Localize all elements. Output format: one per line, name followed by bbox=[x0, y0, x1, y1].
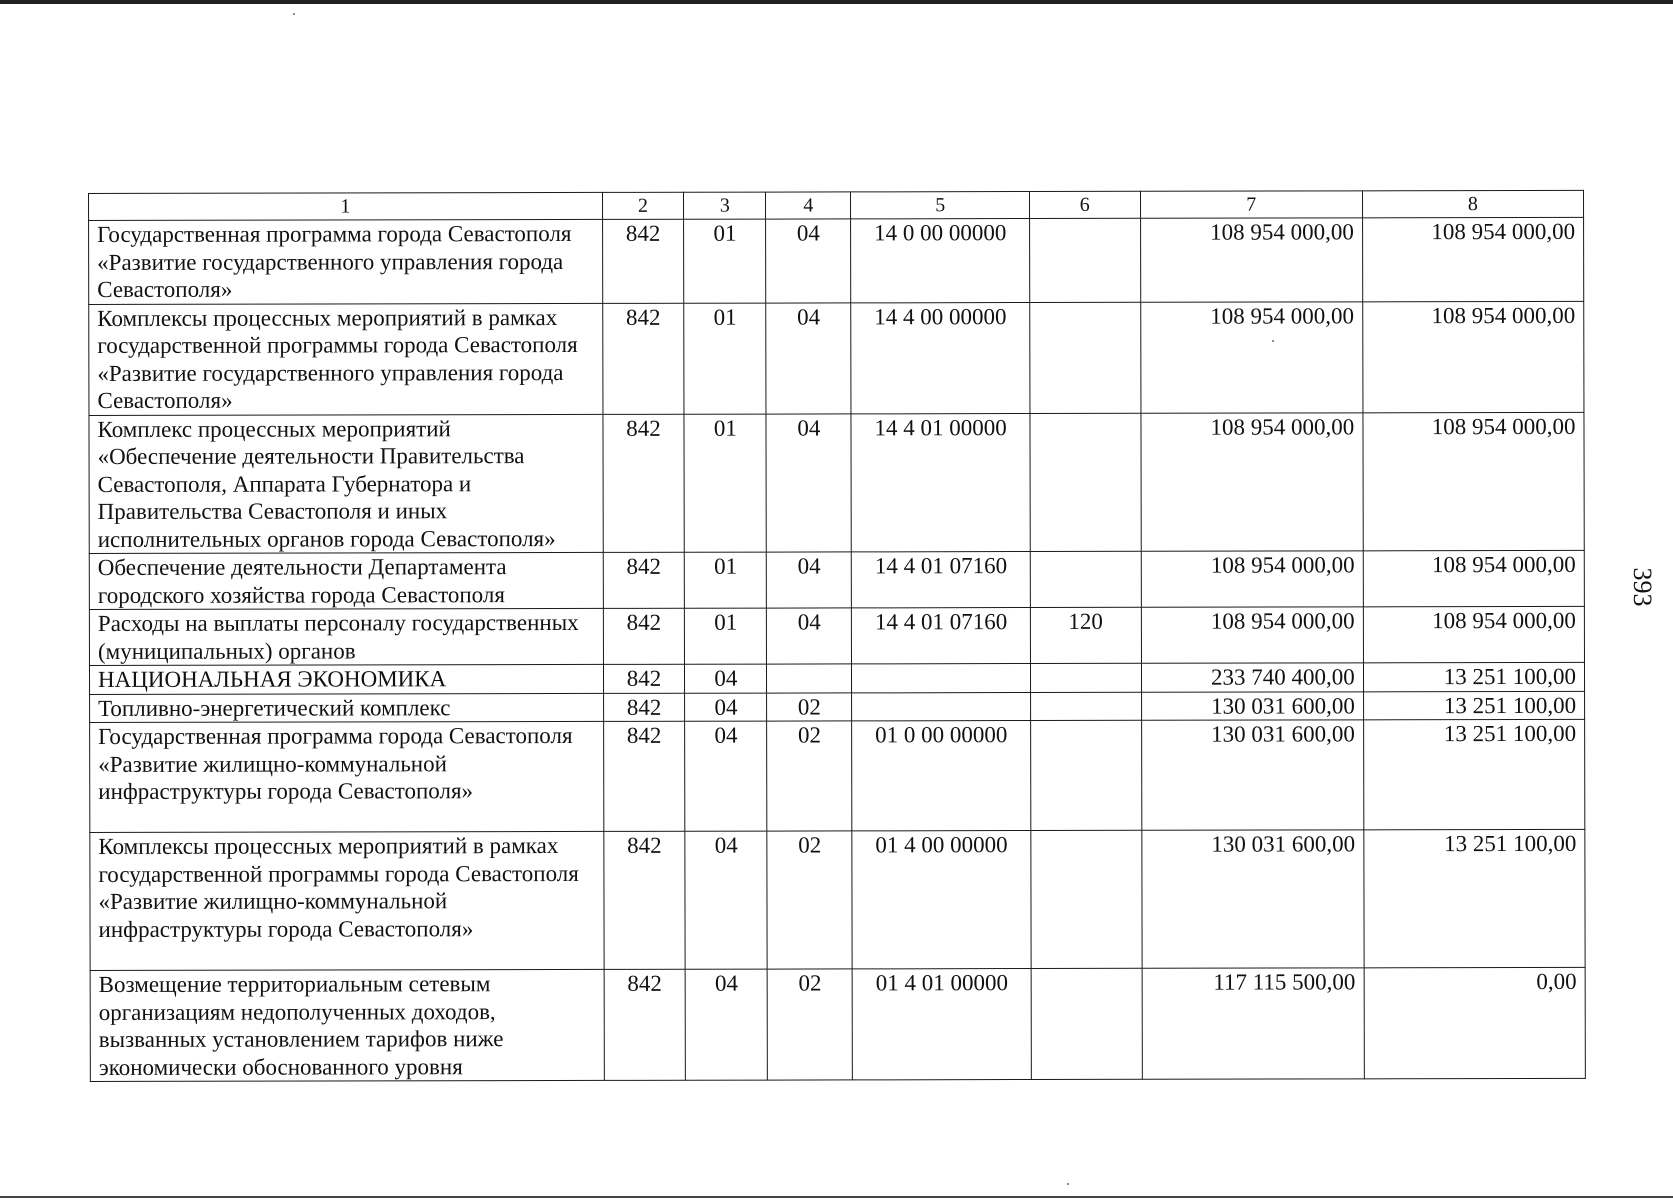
row-name: Государственная программа города Севастополя «Развитие государственного управления города Севастополя» bbox=[89, 219, 603, 304]
col-header-5: 5 bbox=[851, 192, 1030, 219]
row-expense-type bbox=[1030, 218, 1141, 302]
row-name: Государственная программа города Севастополя «Развитие жилищно-коммунальной инфраструктуры города Севастополя» bbox=[90, 721, 604, 832]
row-ministry-code: 842 bbox=[603, 608, 685, 664]
scan-bottom-edge bbox=[0, 1196, 1673, 1198]
row-expense-type bbox=[1031, 692, 1142, 721]
row-subsection: 02 bbox=[767, 721, 852, 831]
row-name: Обеспечение деятельности Департамента городского хозяйства города Севастополя bbox=[89, 552, 603, 609]
row-subsection: 04 bbox=[767, 608, 852, 664]
row-amount-7: 108 954 000,00 bbox=[1140, 218, 1362, 302]
row-amount-7: 108 954 000,00 bbox=[1140, 301, 1362, 412]
row-ministry-code: 842 bbox=[604, 969, 686, 1080]
row-subsection: 02 bbox=[767, 692, 852, 721]
table-row bbox=[89, 662, 1584, 694]
row-amount-8: 108 954 000,00 bbox=[1363, 606, 1584, 662]
row-amount-8: 13 251 100,00 bbox=[1363, 691, 1584, 720]
col-header-8: 8 bbox=[1362, 190, 1583, 217]
row-amount-7: 130 031 600,00 bbox=[1141, 720, 1363, 830]
row-ministry-code: 842 bbox=[603, 414, 685, 553]
row-amount-8: 0,00 bbox=[1364, 967, 1585, 1078]
row-section: 01 bbox=[685, 608, 767, 664]
row-amount-7: 117 115 500,00 bbox=[1142, 968, 1364, 1079]
scan-speck bbox=[1272, 340, 1274, 342]
row-expense-type bbox=[1031, 720, 1142, 830]
row-amount-7: 108 954 000,00 bbox=[1141, 412, 1364, 551]
row-amount-8: 13 251 100,00 bbox=[1363, 719, 1584, 829]
scan-top-edge bbox=[0, 0, 1673, 4]
row-target-article: 01 4 01 00000 bbox=[852, 969, 1031, 1080]
col-header-7: 7 bbox=[1140, 191, 1362, 218]
row-subsection: 02 bbox=[767, 831, 852, 969]
row-ministry-code: 842 bbox=[603, 721, 685, 831]
row-section: 01 bbox=[684, 303, 766, 414]
row-section: 04 bbox=[685, 831, 767, 969]
row-target-article: 14 4 01 07160 bbox=[852, 608, 1031, 664]
row-subsection: 04 bbox=[766, 413, 851, 552]
row-name: Комплекс процессных мероприятий «Обеспечение деятельности Правительства Севастополя, Аппарата Губернатора и Правительства Севастополя и иных исполнительных органов города Севастополя» bbox=[89, 414, 603, 554]
table-row bbox=[89, 301, 1584, 415]
row-expense-type bbox=[1030, 551, 1141, 607]
row-target-article: 14 0 00 00000 bbox=[851, 219, 1030, 303]
row-amount-7: 108 954 000,00 bbox=[1141, 607, 1363, 663]
row-amount-8: 108 954 000,00 bbox=[1362, 301, 1583, 412]
row-section: 04 bbox=[685, 664, 767, 693]
row-subsection: 02 bbox=[767, 969, 852, 1080]
table-row bbox=[90, 691, 1585, 723]
column-number-row bbox=[89, 190, 1584, 220]
row-name: Комплексы процессных мероприятий в рамках государственной программы города Севастополя «Развитие жилищно-коммунальной инфраструктуры города Севастополя» bbox=[90, 831, 604, 970]
col-header-4: 4 bbox=[766, 192, 851, 219]
row-amount-8: 108 954 000,00 bbox=[1363, 412, 1585, 551]
row-ministry-code: 842 bbox=[603, 664, 685, 693]
row-ministry-code: 842 bbox=[602, 219, 684, 303]
row-subsection: 04 bbox=[767, 552, 852, 608]
scan-speck bbox=[1067, 1183, 1069, 1185]
row-expense-type: 120 bbox=[1030, 607, 1141, 663]
row-section: 01 bbox=[684, 219, 766, 303]
row-expense-type bbox=[1031, 830, 1142, 968]
table-row bbox=[89, 217, 1584, 304]
page-number: 393 bbox=[1628, 567, 1657, 607]
table-row bbox=[90, 967, 1585, 1081]
row-amount-8: 13 251 100,00 bbox=[1363, 662, 1584, 691]
row-amount-7: 130 031 600,00 bbox=[1141, 830, 1364, 968]
row-amount-8: 108 954 000,00 bbox=[1362, 217, 1583, 301]
row-section: 04 bbox=[686, 969, 768, 1080]
row-name: Расходы на выплаты персоналу государственных (муниципальных) органов bbox=[89, 608, 603, 665]
table-row bbox=[89, 412, 1584, 554]
row-amount-8: 108 954 000,00 bbox=[1363, 550, 1584, 606]
table-row bbox=[89, 606, 1584, 665]
row-target-article: 01 4 00 00000 bbox=[852, 831, 1031, 969]
row-amount-7: 130 031 600,00 bbox=[1141, 691, 1363, 720]
table-row bbox=[90, 719, 1585, 832]
row-expense-type bbox=[1030, 413, 1141, 552]
row-ministry-code: 842 bbox=[603, 552, 685, 608]
row-section: 01 bbox=[685, 552, 767, 608]
budget-table bbox=[88, 190, 1586, 1082]
scan-speck bbox=[293, 13, 295, 15]
row-section: 04 bbox=[685, 693, 767, 722]
row-amount-8: 13 251 100,00 bbox=[1364, 829, 1586, 967]
row-subsection: 04 bbox=[766, 219, 851, 303]
row-section: 04 bbox=[685, 721, 767, 831]
row-target-article: 14 4 00 00000 bbox=[851, 302, 1030, 413]
row-target-article bbox=[852, 664, 1031, 693]
row-expense-type bbox=[1031, 968, 1142, 1079]
row-name: Возмещение территориальным сетевым организациям недополученных доходов, вызванных установлением тарифов ниже экономически обоснованного уровня bbox=[90, 969, 604, 1081]
row-target-article bbox=[852, 692, 1031, 721]
row-section: 01 bbox=[684, 414, 766, 553]
col-header-2: 2 bbox=[602, 192, 684, 219]
col-header-1: 1 bbox=[89, 192, 603, 220]
row-ministry-code: 842 bbox=[603, 693, 685, 722]
table-row bbox=[89, 550, 1584, 609]
row-ministry-code: 842 bbox=[603, 831, 685, 969]
row-expense-type bbox=[1030, 302, 1141, 413]
col-header-3: 3 bbox=[684, 192, 766, 219]
row-target-article: 14 4 01 00000 bbox=[851, 413, 1030, 552]
row-subsection bbox=[767, 664, 852, 693]
row-expense-type bbox=[1030, 663, 1141, 692]
row-ministry-code: 842 bbox=[602, 303, 684, 414]
table-row bbox=[90, 829, 1585, 970]
row-name: Комплексы процессных мероприятий в рамках государственной программы города Севастополя «Развитие государственного управления города Севастополя» bbox=[89, 303, 603, 415]
row-target-article: 01 0 00 00000 bbox=[852, 721, 1031, 831]
row-name: НАЦИОНАЛЬНАЯ ЭКОНОМИКА bbox=[89, 664, 603, 694]
row-target-article: 14 4 01 07160 bbox=[852, 552, 1031, 608]
col-header-6: 6 bbox=[1029, 191, 1140, 218]
row-name: Топливно-энергетический комплекс bbox=[90, 693, 604, 723]
row-subsection: 04 bbox=[766, 302, 851, 413]
row-amount-7: 233 740 400,00 bbox=[1141, 663, 1363, 692]
row-amount-7: 108 954 000,00 bbox=[1141, 551, 1363, 607]
